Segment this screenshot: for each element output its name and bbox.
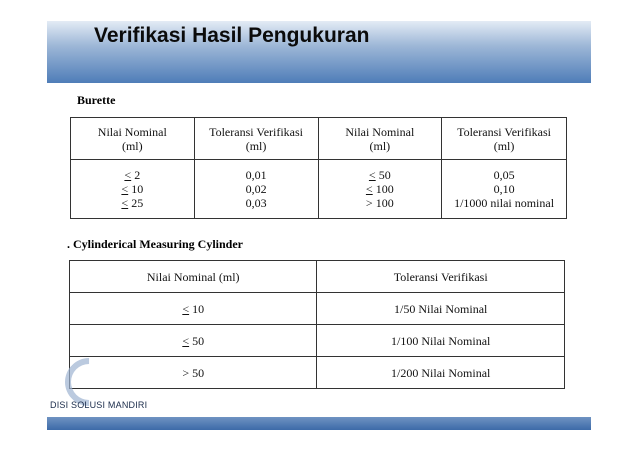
table-row	[70, 325, 565, 357]
table-cell: 0,05 0,10 1/1000 nilai nominal	[442, 160, 567, 219]
table-row	[70, 357, 565, 389]
table-cell: 1/200 Nilai Nominal	[317, 357, 565, 389]
header-cell: Nilai Nominal (ml)	[318, 118, 442, 160]
table-cell: 1/100 Nilai Nominal	[317, 325, 565, 357]
cylinder-label: . Cylinderical Measuring Cylinder	[67, 237, 243, 251]
table-cell: 0,01 0,02 0,03	[194, 160, 318, 219]
table-header-row	[71, 118, 567, 160]
table-cell: < 2 < 10 < 25	[71, 160, 195, 219]
header-cell: Nilai Nominal (ml)	[70, 261, 317, 293]
footer-bar	[47, 417, 591, 430]
table-row	[70, 293, 565, 325]
header-cell: Toleransi Verifikasi (ml)	[194, 118, 318, 160]
table-cell: < 50	[70, 325, 317, 357]
table-cell: 1/50 Nilai Nominal	[317, 293, 565, 325]
header-cell: Nilai Nominal (ml)	[71, 118, 195, 160]
slide	[47, 21, 591, 430]
title-bar	[47, 21, 591, 83]
cylinder-table	[69, 260, 565, 389]
header-cell: Toleransi Verifikasi (ml)	[442, 118, 567, 160]
table-header-row	[70, 261, 565, 293]
page-title: Verifikasi Hasil Pengukuran	[94, 24, 370, 47]
burette-label: Burette	[77, 93, 116, 107]
burette-table	[70, 117, 567, 219]
table-cell: < 10	[70, 293, 317, 325]
table-cell: > 50	[70, 357, 317, 389]
footer-brand-text: DISI SOLUSI MANDIRI	[50, 400, 148, 410]
header-cell: Toleransi Verifikasi	[317, 261, 565, 293]
table-row	[71, 160, 567, 219]
table-cell: < 50 < 100 > 100	[318, 160, 442, 219]
